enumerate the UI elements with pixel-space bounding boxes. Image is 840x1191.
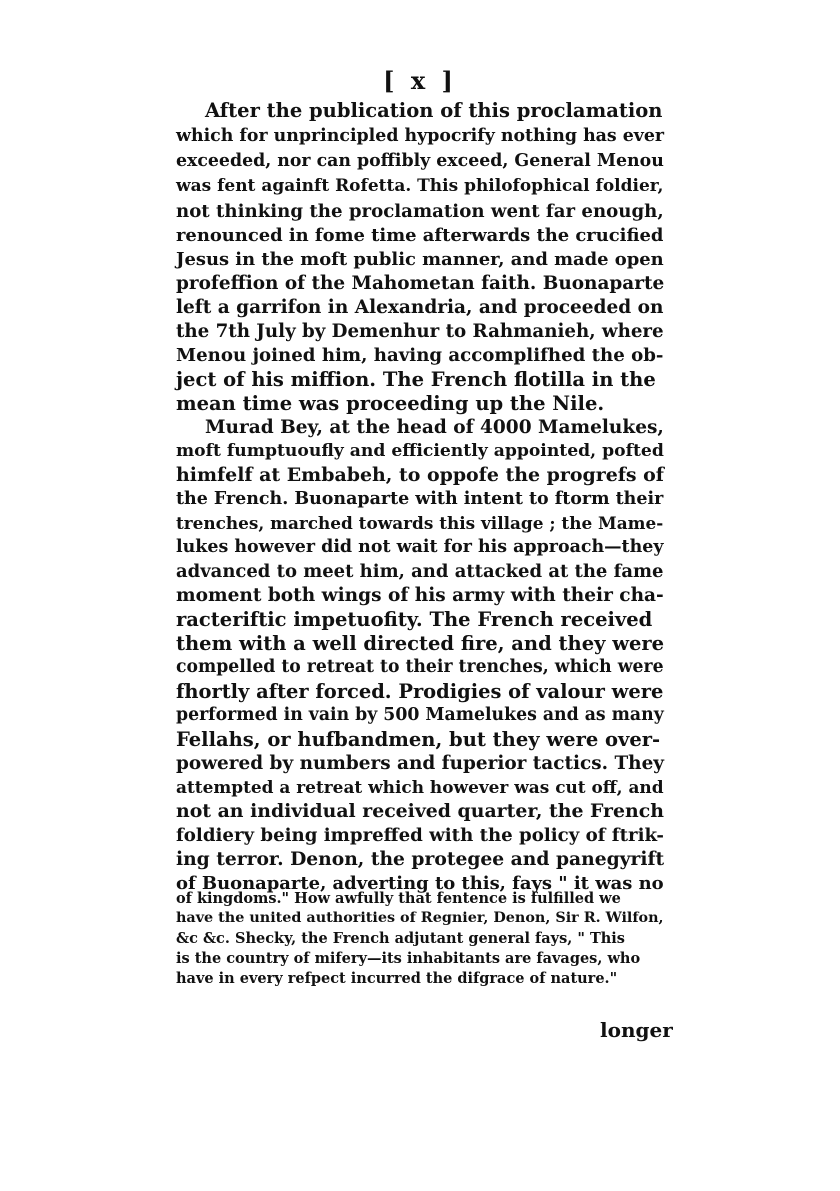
text-line: not an individual received quarter, the French (176, 800, 664, 822)
text-line: Menou joined him, having accomplifhed the ob- (176, 345, 664, 366)
footnote-line: of kingdoms." How awfully that fentence is fulfilled we (176, 890, 621, 907)
text-line: moment both wings of his army with their cha- (176, 585, 664, 606)
text-line: attempted a retreat which however was cut off, and (176, 777, 664, 797)
footnote-line: &c &c. Shecky, the French adjutant general fays, " This (176, 930, 625, 947)
text-line: profeffion of the Mahometan faith. Buonaparte (176, 273, 665, 294)
text-line: exceeded, nor can poffibly exceed, General Menou (176, 151, 664, 171)
footnote-line: have in every refpect incurred the difgrace of nature." (176, 970, 618, 987)
text-line: After the publication of this proclamation (205, 99, 663, 122)
text-line: not thinking the proclamation went far enough, (176, 201, 664, 222)
text-line: powered by numbers and fuperior tactics. They (176, 753, 665, 774)
text-line: Jesus in the moft public manner, and made open (176, 249, 664, 270)
text-line: the 7th July by Demenhur to Rahmanieh, where (176, 321, 664, 342)
text-line: lukes however did not wait for his approach—they (176, 537, 664, 557)
text-line: Fellahs, or hufbandmen, but they were over- (176, 728, 661, 751)
text-line: Murad Bey, at the head of 4000 Mamelukes, (205, 417, 664, 438)
text-line: compelled to retreat to their trenches, which were (176, 657, 664, 677)
text-line: foldiery being impreffed with the policy of ftrik- (176, 825, 664, 846)
footnote-line: have the united authorities of Regnier, Denon, Sir R. Wilfon, (176, 910, 664, 926)
text-line: the French. Buonaparte with intent to ftorm their (176, 489, 664, 509)
text-line: ject of his miffion. The French flotilla in the (176, 368, 656, 391)
text-line: trenches, marched towards this village ; the Mame- (176, 513, 664, 533)
text-line: them with a well directed fire, and they were (176, 632, 665, 655)
text-line: racteriftic impetuofity. The French received (176, 608, 653, 631)
text-line: of Buonaparte, adverting to this, fays " it was no (176, 873, 664, 894)
text-line: advanced to meet him, and attacked at the fame (176, 561, 664, 582)
text-line: mean time was proceeding up the Nile. (176, 392, 605, 415)
text-line: was fent againft Rofetta. This philofophical foldier, (176, 176, 664, 196)
footnote-line: is the country of mifery—its inhabitants are favages, who (176, 950, 641, 967)
text-line: performed in vain by 500 Mamelukes and as many (176, 705, 664, 725)
text-line: which for unprincipled hypocrify nothing has ever (176, 126, 665, 146)
text-line: renounced in fome time afterwards the crucified (176, 225, 664, 246)
text-line: himfelf at Embabeh, to oppofe the progrefs of (176, 464, 664, 486)
text-line: moft fumptuoufly and efficiently appointed, pofted (176, 441, 664, 461)
text-line: fhortly after forced. Prodigies of valour were (176, 680, 664, 703)
page-number-header: [ x ] (383, 66, 457, 95)
text-line: ing terror. Denon, the protegee and panegyrift (176, 848, 665, 870)
catchword: longer (600, 1018, 673, 1042)
text-line: left a garrifon in Alexandria, and proceeded on (176, 297, 664, 318)
